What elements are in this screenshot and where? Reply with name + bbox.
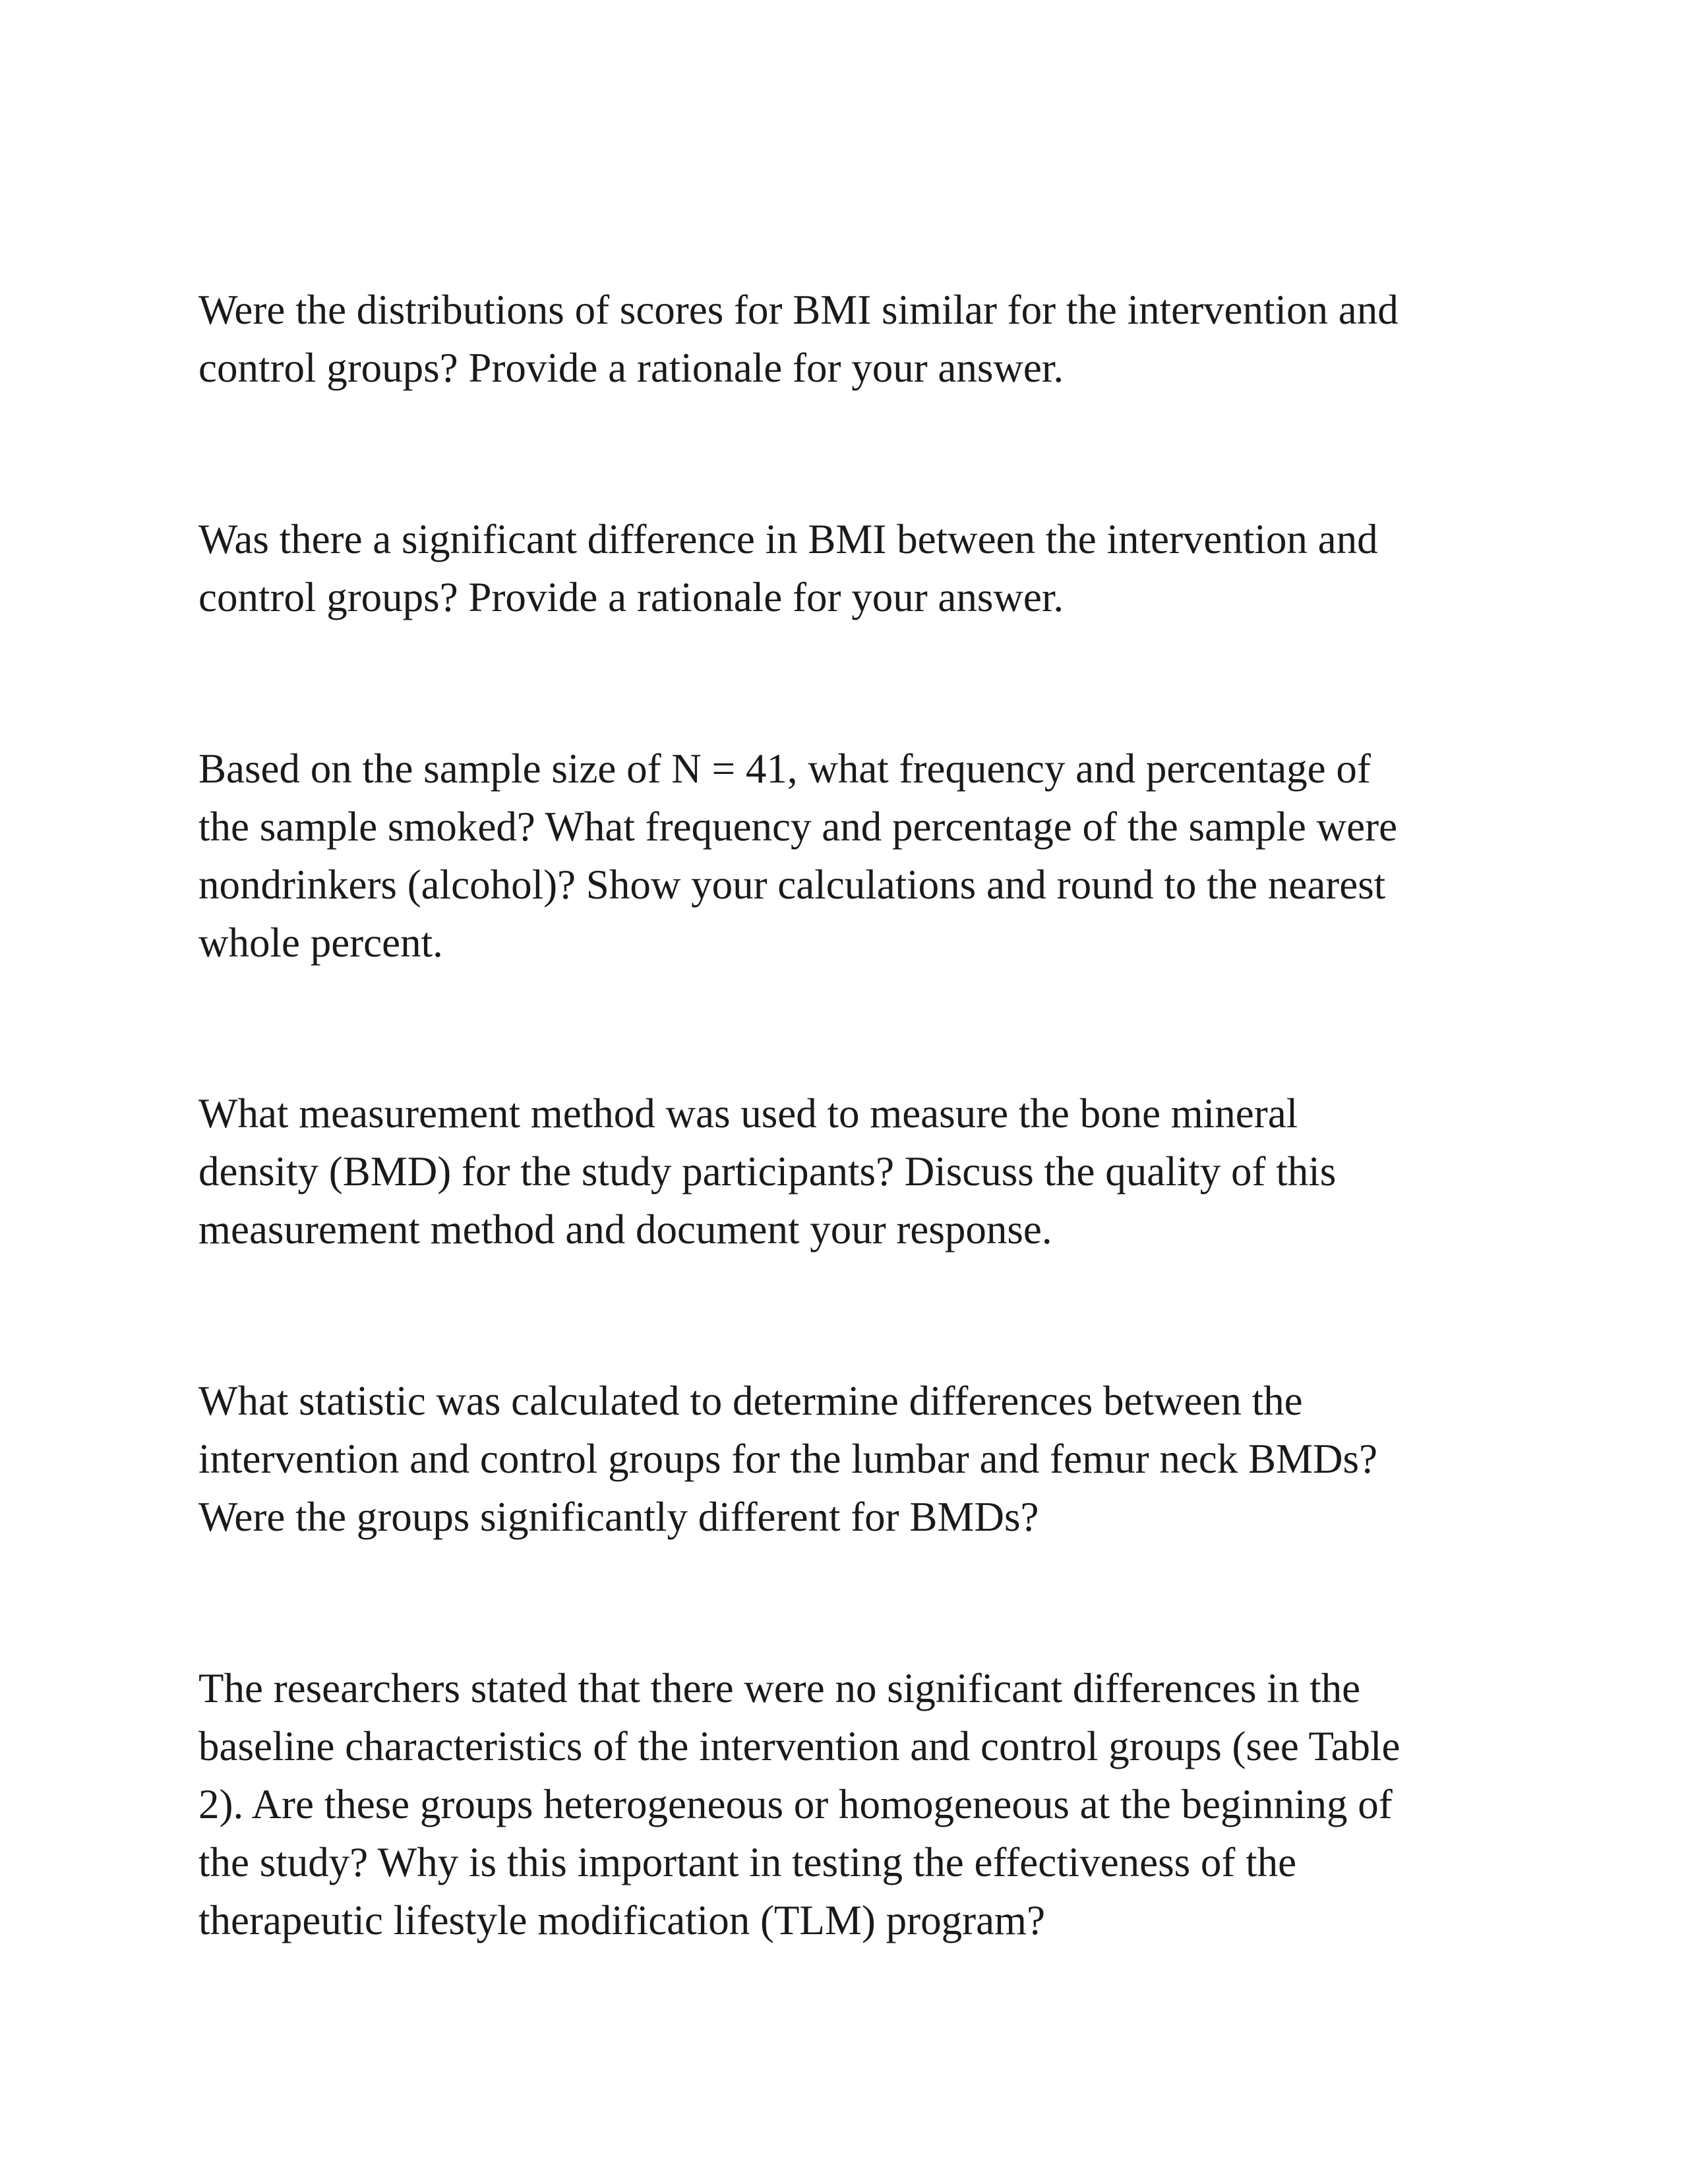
question-2 xyxy=(198,510,1517,626)
question-line: therapeutic lifestyle modification (TLM) program? xyxy=(198,1897,1046,1943)
question-3 xyxy=(198,740,1517,972)
question-line: whole percent. xyxy=(198,920,443,966)
question-line: 2). Are these groups heterogeneous or homogeneous at the beginning of xyxy=(198,1781,1393,1827)
question-line: density (BMD) for the study participants? Discuss the quality of this xyxy=(198,1148,1337,1195)
question-line: control groups? Provide a rationale for your answer. xyxy=(198,574,1064,620)
question-line: What statistic was calculated to determine differences between the xyxy=(198,1378,1303,1424)
question-line: nondrinkers (alcohol)? Show your calculations and round to the nearest xyxy=(198,862,1386,908)
question-line: Based on the sample size of N = 41, what frequency and percentage of xyxy=(198,746,1371,792)
question-line: Were the distributions of scores for BMI similar for the intervention and xyxy=(198,287,1399,333)
question-line: the study? Why is this important in testing the effectiveness of the xyxy=(198,1839,1297,1885)
question-line: baseline characteristics of the intervention and control groups (see Table xyxy=(198,1723,1401,1769)
question-line: The researchers stated that there were no significant differences in the xyxy=(198,1665,1361,1711)
question-line: intervention and control groups for the lumbar and femur neck BMDs? xyxy=(198,1436,1378,1482)
question-5 xyxy=(198,1372,1517,1546)
question-4 xyxy=(198,1084,1517,1258)
question-line: the sample smoked? What frequency and percentage of the sample were xyxy=(198,804,1398,850)
question-6 xyxy=(198,1659,1517,1949)
question-line: Was there a significant difference in BMI between the intervention and xyxy=(198,516,1378,562)
question-line: measurement method and document your response. xyxy=(198,1206,1052,1253)
question-1 xyxy=(198,281,1517,397)
question-line: What measurement method was used to measure the bone mineral xyxy=(198,1090,1298,1136)
question-line: control groups? Provide a rationale for your answer. xyxy=(198,345,1064,391)
question-line: Were the groups significantly different for BMDs? xyxy=(198,1494,1039,1540)
